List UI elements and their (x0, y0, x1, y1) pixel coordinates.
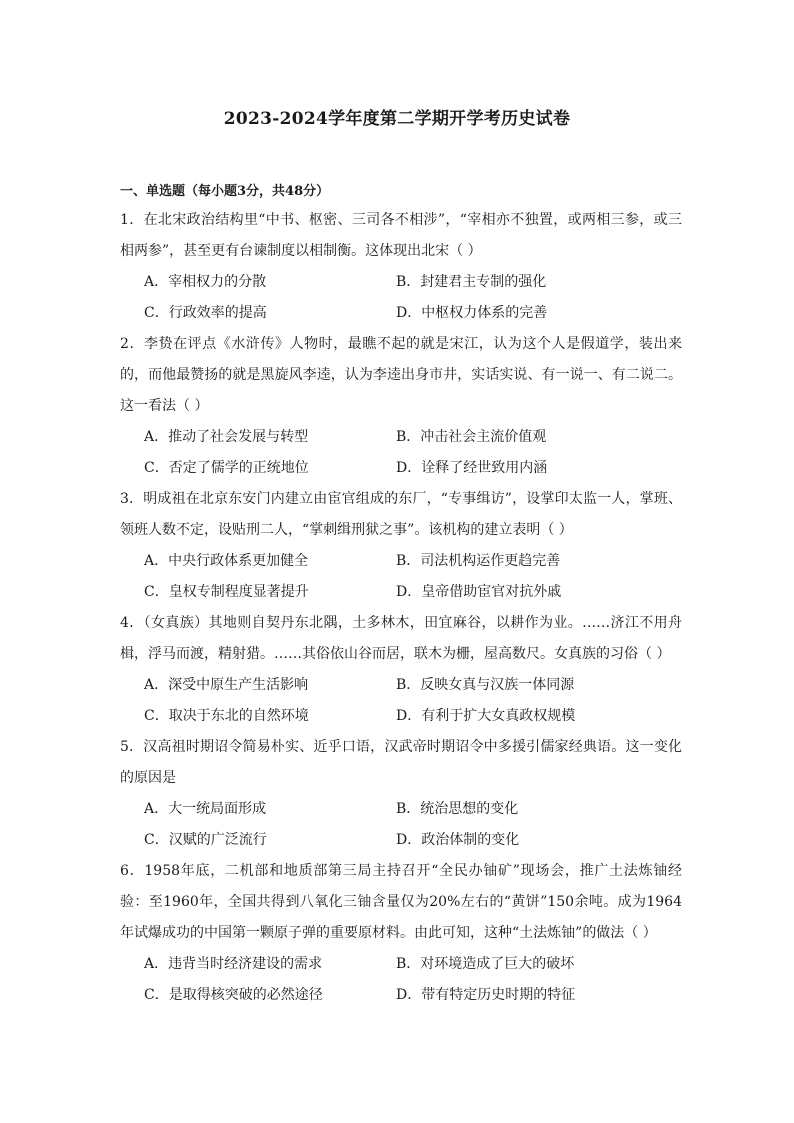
option-d: D．有利于扩大女真政权规模 (396, 708, 576, 724)
option-a: A．中央行政体系更加健全 (144, 553, 309, 569)
exam-title: 2023-2024学年度第二学期开学考历史试卷 (223, 109, 571, 129)
option-d: D．诠释了经世致用内涵 (396, 460, 548, 476)
option-grid (120, 267, 682, 329)
question-5 (120, 732, 682, 856)
option-c: C．否定了儒学的正统地位 (144, 460, 309, 476)
question-6 (120, 856, 682, 1011)
option-a: A．违背当时经济建设的需求 (144, 956, 323, 972)
question-stem: 5．汉高祖时期诏令简易朴实、近乎口语，汉武帝时期诏令中多援引儒家经典语。这一变化的原因是 (120, 739, 682, 786)
option-grid (120, 546, 682, 608)
question-stem: 4．（女真族）其地则自契丹东北隅，土多林木，田宜麻谷，以耕作为业。……济江不用舟楫，浮马而渡，精射猎。……其俗依山谷而居，联木为栅，屋高数尺。女真族的习俗（ ） (120, 615, 682, 662)
question-stem: 2．李贽在评点《水浒传》人物时，最瞧不起的就是宋江，认为这个人是假道学，装出来的，而他最赞扬的就是黑旋风李逵，认为李逵出身市井，实话实说、有一说一、有二说二。这一看法（ ） (120, 336, 682, 414)
option-a: A．推动了社会发展与转型 (144, 429, 309, 445)
option-a: A．深受中原生产生活影响 (144, 677, 309, 693)
option-a: A．大一统局面形成 (144, 801, 267, 817)
option-b: B．冲击社会主流价值观 (396, 429, 547, 445)
option-grid (120, 794, 682, 856)
option-b: B．封建君主专制的强化 (396, 274, 547, 290)
option-b: B．对环境造成了巨大的破坏 (396, 956, 575, 972)
question-stem: 3．明成祖在北京东安门内建立由宦官组成的东厂，“专事缉访”，设掌印太监一人，掌班、领班人数不定，设贴刑二人，“掌刺缉刑狱之事”。该机构的建立表明（ ） (120, 491, 682, 538)
question-3 (120, 484, 682, 608)
question-list (120, 205, 682, 1011)
question-stem: 1．在北宋政治结构里“中书、枢密、三司各不相涉”，“宰相亦不独置，或两相三参，或三相两参”，甚至更有台谏制度以相制衡。这体现出北宋（ ） (120, 212, 682, 259)
option-grid (120, 670, 682, 732)
question-4 (120, 608, 682, 732)
option-c: C．取决于东北的自然环境 (144, 708, 309, 724)
option-c: C．行政效率的提高 (144, 305, 267, 321)
option-d: D．中枢权力体系的完善 (396, 305, 548, 321)
option-b: B．反映女真与汉族一体同源 (396, 677, 575, 693)
option-grid (120, 422, 682, 484)
option-d: D．政治体制的变化 (396, 832, 520, 848)
question-stem: 6．1958年底，二机部和地质部第三局主持召开“全民办铀矿”现场会，推广土法炼铀经验：至1960年，全国共得到八氧化三铀含量仅为20%左右的“黄饼”150余吨。成为1964年试爆成功的中国第一颗原子弹的重要原材料。由此可知，这种“土法炼铀”的做法（ ） (120, 863, 682, 941)
option-c: C．皇权专制程度显著提升 (144, 584, 309, 600)
option-c: C．汉赋的广泛流行 (144, 832, 267, 848)
option-b: B．统治思想的变化 (396, 801, 519, 817)
question-1 (120, 205, 682, 329)
option-b: B．司法机构运作更趋完善 (396, 553, 561, 569)
question-2 (120, 329, 682, 484)
option-d: D．带有特定历史时期的特征 (396, 987, 576, 1003)
option-d: D．皇帝借助宦官对抗外戚 (396, 584, 562, 600)
option-grid (120, 949, 682, 1011)
section-heading: 一、单选题（每小题3分，共48分） (120, 184, 330, 199)
option-a: A．宰相权力的分散 (144, 274, 267, 290)
option-c: C．是取得核突破的必然途径 (144, 987, 323, 1003)
